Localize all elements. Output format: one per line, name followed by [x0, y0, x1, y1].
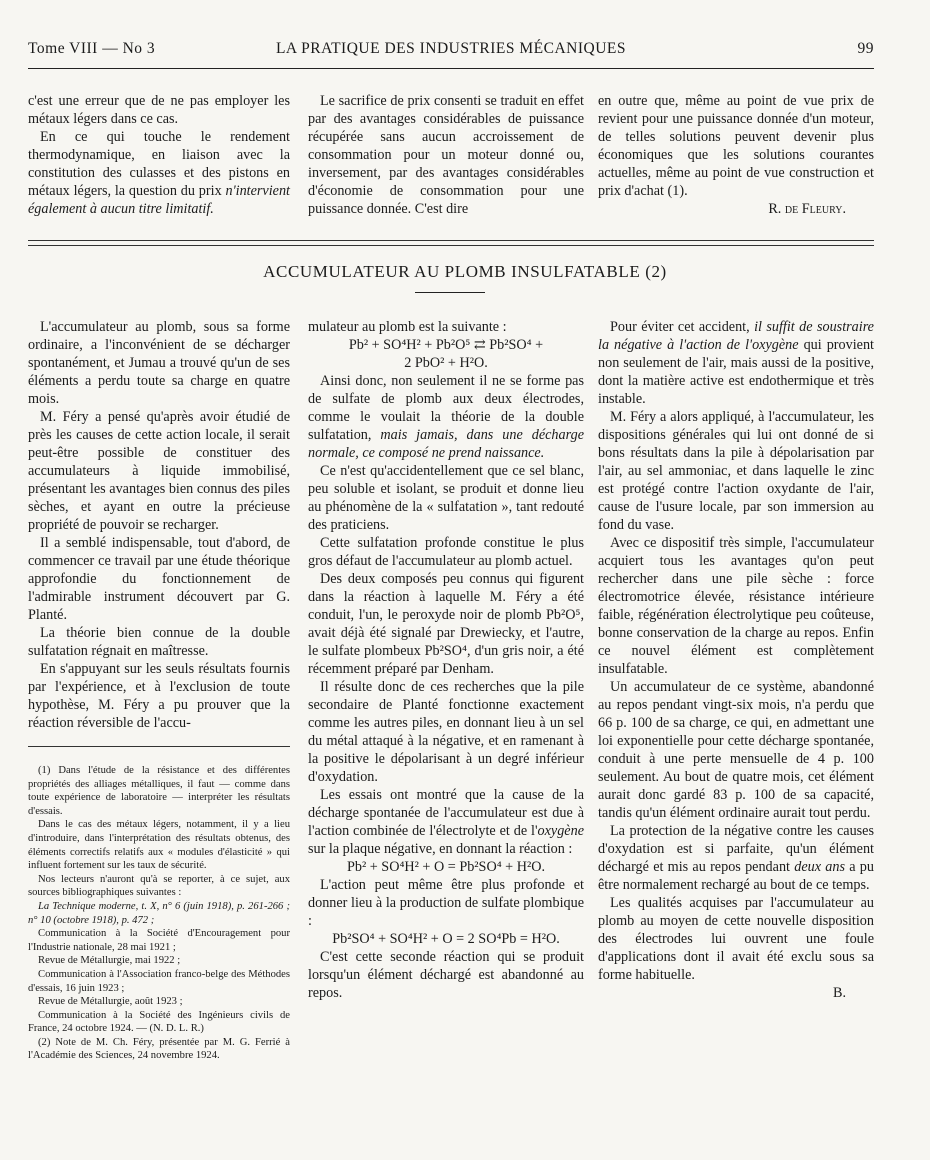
paragraph: Cette sulfatation profonde constitue le plus gros défaut de l'accumulateur au plomb actuel. — [308, 535, 584, 569]
paragraph: En ce qui touche le rendement thermodynamique, en liaison avec la constitution des culasses et des pistons en métaux légers, la question du prix n'intervient également à aucun titre limitatif. — [28, 129, 290, 217]
paragraph: En s'appuyant sur les seuls résultats fournis par l'expérience, et à l'exclusion de toute hypothèse, M. Féry a pu prouver que la réaction réversible de l'accu- — [28, 661, 290, 731]
footnote: (2) Note de M. Ch. Féry, présentée par M. G. Ferrié à l'Académie des Sciences, 24 novembre 1924. — [28, 1036, 290, 1062]
paragraph: L'action peut même être plus profonde et donner lieu à la production de sulfate plombique : — [308, 877, 584, 929]
running-header — [28, 40, 874, 66]
paragraph: Les qualités acquises par l'accumulateur au plomb au moyen de cette nouvelle disposition des électrodes lui ouvrent une foule d'applications dont il avait été exclu sous sa forme habituelle. — [598, 895, 874, 983]
equation: Pb² + SO⁴H² + Pb²O⁵ ⇄ Pb²SO⁴ + — [348, 337, 544, 353]
footnote: Revue de Métallurgie, août 1923 ; — [38, 996, 183, 1008]
paragraph: La protection de la négative contre les causes d'oxydation est si parfaite, qu'un élément déchargé et mis au repos pendant deux ans a pu être normalement rechargé au bout de ce temps. — [598, 823, 874, 893]
footnote: La Technique moderne, t. X, n° 6 (juin 1918), p. 261-266 ; n° 10 (octobre 1918), p. 472 ; — [28, 900, 290, 926]
paragraph: M. Féry a pensé qu'après avoir étudié de près les causes de cette action locale, il serait peut-être possible de constituer des accumulateurs à liquide immobilisé, présentant les avantages bien connus des piles sèches, et ayant en outre la précieuse propriété de pouvoir se recharger. — [28, 409, 290, 533]
footnote: (1) Dans l'étude de la résistance et des différentes propriétés des alliages métalliques, il faut — comme dans toute expérience de laboratoire — interpréter les résultats d'essais. — [28, 765, 290, 817]
author-signature: R. de Fleury. — [768, 201, 846, 217]
paragraph: Un accumulateur de ce système, abandonné au repos pendant vingt-six mois, n'a perdu que 66 p. 100 de sa charge, ce qui, en admettant une loi exponentielle pour cette décharge spontanée, conduit à une perte mensuelle de 4 p. 100 seulement. Au bout de quatre mois, cet élément aurait donc gardé 83 p. 100 de sa capacité, tandis qu'un élément ordinaire aurait tout perdu. — [598, 679, 874, 821]
article-column-1 — [28, 318, 290, 732]
footnote: Nos lecteurs n'auront qu'à se reporter, à ce sujet, aux sources bibliographiques suivantes : — [28, 873, 290, 899]
equation: Pb² + SO⁴H² + O = Pb²SO⁴ + H²O. — [346, 859, 546, 875]
paragraph: Le sacrifice de prix consenti se traduit en effet par des avantages considérables de puissance récupérée sans aucun accroissement de consommation pour un moteur donné ou, inversement, par des avantages considérables d'économie de consommation pour une puissance donnée. C'est dire — [308, 93, 584, 217]
footnote-rule — [28, 746, 290, 747]
page-number: 99 — [857, 40, 874, 57]
top-column-1 — [28, 92, 290, 218]
footnote: Communication à l'Association franco-belge des Méthodes d'essais, 16 juin 1923 ; — [28, 968, 290, 994]
volume-issue: Tome VIII — No 3 — [28, 40, 156, 57]
footnote: Communication à la Société des Ingénieurs civils de France, 24 octobre 1924. — (N. D. L. R.) — [28, 1009, 290, 1035]
paragraph: mulateur au plomb est la suivante : — [308, 319, 507, 335]
journal-title: LA PRATIQUE DES INDUSTRIES MÉCANIQUES — [275, 40, 627, 57]
title-rule — [415, 292, 485, 293]
article-title: ACCUMULATEUR AU PLOMB INSULFATABLE (2) — [263, 262, 667, 281]
paragraph: Ainsi donc, non seulement il ne se forme pas de sulfate de plomb aux deux électrodes, comme le voulait la théorie de la double sulfatation, mais jamais, dans une décharge normale, ce composé ne prend naissance. — [308, 373, 584, 461]
paragraph: Les essais ont montré que la cause de la décharge spontanée de l'accumulateur est due à l'action combinée de l'électrolyte et de l'oxygène sur la plaque négative, en donnant la réaction : — [308, 787, 584, 857]
paragraph: L'accumulateur au plomb, sous sa forme ordinaire, a l'inconvénient de se décharger spontanément, et Jumau a trouvé qu'un de ses éléments a perdu toute sa charge en quatre mois. — [28, 319, 290, 407]
article-column-3 — [598, 318, 874, 1002]
top-column-2 — [308, 92, 584, 218]
equation: Pb²SO⁴ + SO⁴H² + O = 2 SO⁴Pb = H²O. — [332, 931, 560, 947]
paragraph: en outre que, même au point de vue prix de revient pour une puissance donnée d'un moteur, de telles solutions peuvent devenir plus économiques que les solutions courantes actuelles, même au point de vue construction et prix d'achat (1). — [598, 93, 874, 199]
section-separator — [28, 240, 874, 246]
footnote: Dans le cas des métaux légers, notamment, il y a lieu d'introduire, dans l'interprétation des résultats obtenus, des éléments correctifs relatifs aux « modules d'élasticité » qui influent fortement sur les taux de sécurité. — [28, 819, 290, 872]
paragraph: Il a semblé indispensable, tout d'abord, de commencer ce travail par une étude théorique approfondie du fonctionnement de l'admirable instrument découvert par G. Planté. — [28, 535, 290, 623]
paragraph: M. Féry a alors appliqué, à l'accumulateur, les dispositions générales qui lui ont donné de si bons résultats dans la pile à dépolarisation par l'air, au sel ammoniac, et dans laquelle le zinc est protégé contre l'action oxydante de l'air, cause de l'usure locale, par son immersion au fond du vase. — [598, 409, 874, 533]
paragraph: Des deux composés peu connus qui figurent dans la réaction à laquelle M. Féry a été conduit, l'un, le peroxyde noir de plomb Pb²O⁵, avait déjà été signalé par Drewiecky, et l'autre, le sulfate plombeux Pb²SO⁴, d'un gris noir, a été récemment préparé par Denham. — [308, 571, 584, 677]
paragraph: C'est cette seconde réaction qui se produit lorsqu'un élément déchargé est abandonné au repos. — [308, 949, 584, 1001]
paragraph: c'est une erreur que de ne pas employer les métaux légers dans ce cas. — [28, 93, 290, 127]
top-column-3 — [598, 92, 874, 218]
paragraph: La théorie bien connue de la double sulfatation régnait en maîtresse. — [28, 625, 290, 659]
header-rule — [28, 68, 874, 69]
footnote: Revue de Métallurgie, mai 1922 ; — [38, 955, 181, 967]
author-signature: B. — [832, 985, 846, 1001]
paragraph: Il résulte donc de ces recherches que la pile secondaire de Planté fonctionne exactement comme les autres piles, en donnant lieu à un sel du métal attaqué à la négative, et en ramenant à la positive le dépolarisant à un degré inférieur d'oxydation. — [308, 679, 584, 785]
equation: 2 PbO² + H²O. — [404, 355, 488, 371]
paragraph: Avec ce dispositif très simple, l'accumulateur acquiert tous les avantages qu'on peut rechercher dans une pile sèche : force électromotrice élevée, résistance intérieure faible, régénération électrolytique peu coûteuse, bonne conservation de la charge au repos. Enfin ce nouvel élément est complètement insulfatable. — [598, 535, 874, 677]
footnotes — [28, 764, 290, 1063]
paragraph: Ce n'est qu'accidentellement que ce sel blanc, peu soluble et isolant, se produit et donne lieu au phénomène de la « sulfatation », tant redouté des praticiens. — [308, 463, 584, 533]
article-column-2 — [308, 318, 584, 1002]
paragraph: Pour éviter cet accident, il suffit de soustraire la négative à l'action de l'oxygène qui provient non seulement de l'air, mais aussi de la positive, dont la matière active est endothermique et très instable. — [598, 319, 874, 407]
footnote: Communication à la Société d'Encouragement pour l'Industrie nationale, 28 mai 1921 ; — [28, 928, 290, 953]
